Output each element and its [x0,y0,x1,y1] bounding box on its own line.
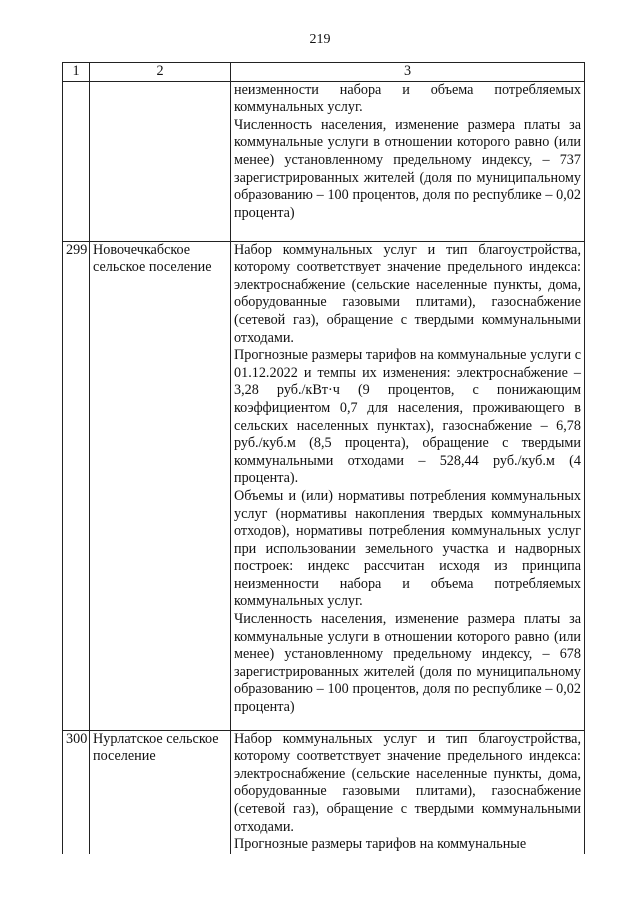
settlement-name: Нурлатское сельское поселение [90,730,231,854]
row-content [231,241,585,730]
header-col-1: 1 [63,63,90,82]
paragraph: Численность населения, изменение размера платы за коммунальные услуги в отношении которого равно (или менее) установленному предельному индексу, – 737 зарегистрированных жителей (доля по муниципальному образованию – 100 процентов, доля по республике – 0,02 процента) [234,116,581,221]
paragraph: Прогнозные размеры тарифов на коммунальные [234,836,527,853]
table-header-row [63,63,585,82]
paragraph: Набор коммунальных услуг и тип благоустройства, которому соответствует значение предельного индекса: электроснабжение (сельские населенные пункты, дома, оборудованные газовыми плитами), газоснабжение (сетевой газ), обращение с твердыми коммунальными отходами. [234,241,581,346]
row-number: 300 [63,730,90,854]
row-content [231,730,585,854]
paragraph: Численность населения, изменение размера платы за коммунальные услуги в отношении которого равно (или менее) установленному предельному индексу, – 678 зарегистрированных жителей (доля по муниципальному образованию – 100 процентов, доля по республике – 0,02 процента) [234,611,581,716]
header-col-3: 3 [231,63,585,82]
paragraph: Прогнозные размеры тарифов на коммунальные услуги с 01.12.2022 и темпы их изменения: электроснабжение – 3,28 руб./кВт·ч (9 процентов, с понижающим коэффициентом 0,7 для населения, проживающего в сельских населенных пунктах), газоснабжение – 6,78 руб./куб.м (8,5 процента), обращение с твердыми коммунальными отходами – 528,44 руб./куб.м (4 процента). [234,347,581,487]
paragraph: Объемы и (или) нормативы потребления коммунальных услуг (нормативы накопления твердых коммунальных отходов), нормативы потребления коммунальных услуг при использовании земельного участка и надворных построек: индекс рассчитан исходя из принципа неизменности набора и объема потребляемых коммунальных услуг. [234,487,581,610]
row-number: 299 [63,241,90,730]
paragraph: неизменности набора и объема потребляемых коммунальных услуг. [234,81,581,116]
row-content [231,81,585,241]
tariff-table [62,62,585,854]
page-number: 219 [309,32,331,47]
table-row [63,81,585,241]
row-number [63,81,90,241]
table-row [63,241,585,730]
paragraph: Набор коммунальных услуг и тип благоустройства, которому соответствует значение предельного индекса: электроснабжение (сельские населенные пункты, дома, оборудованные газовыми плитами), газоснабжение (сетевой газ), обращение с твердыми коммунальными отходами. [234,730,581,835]
header-col-2: 2 [90,63,231,82]
settlement-name: Новочечкабское сельское поселение [90,241,231,730]
table-row [63,730,585,854]
settlement-name [90,81,231,241]
